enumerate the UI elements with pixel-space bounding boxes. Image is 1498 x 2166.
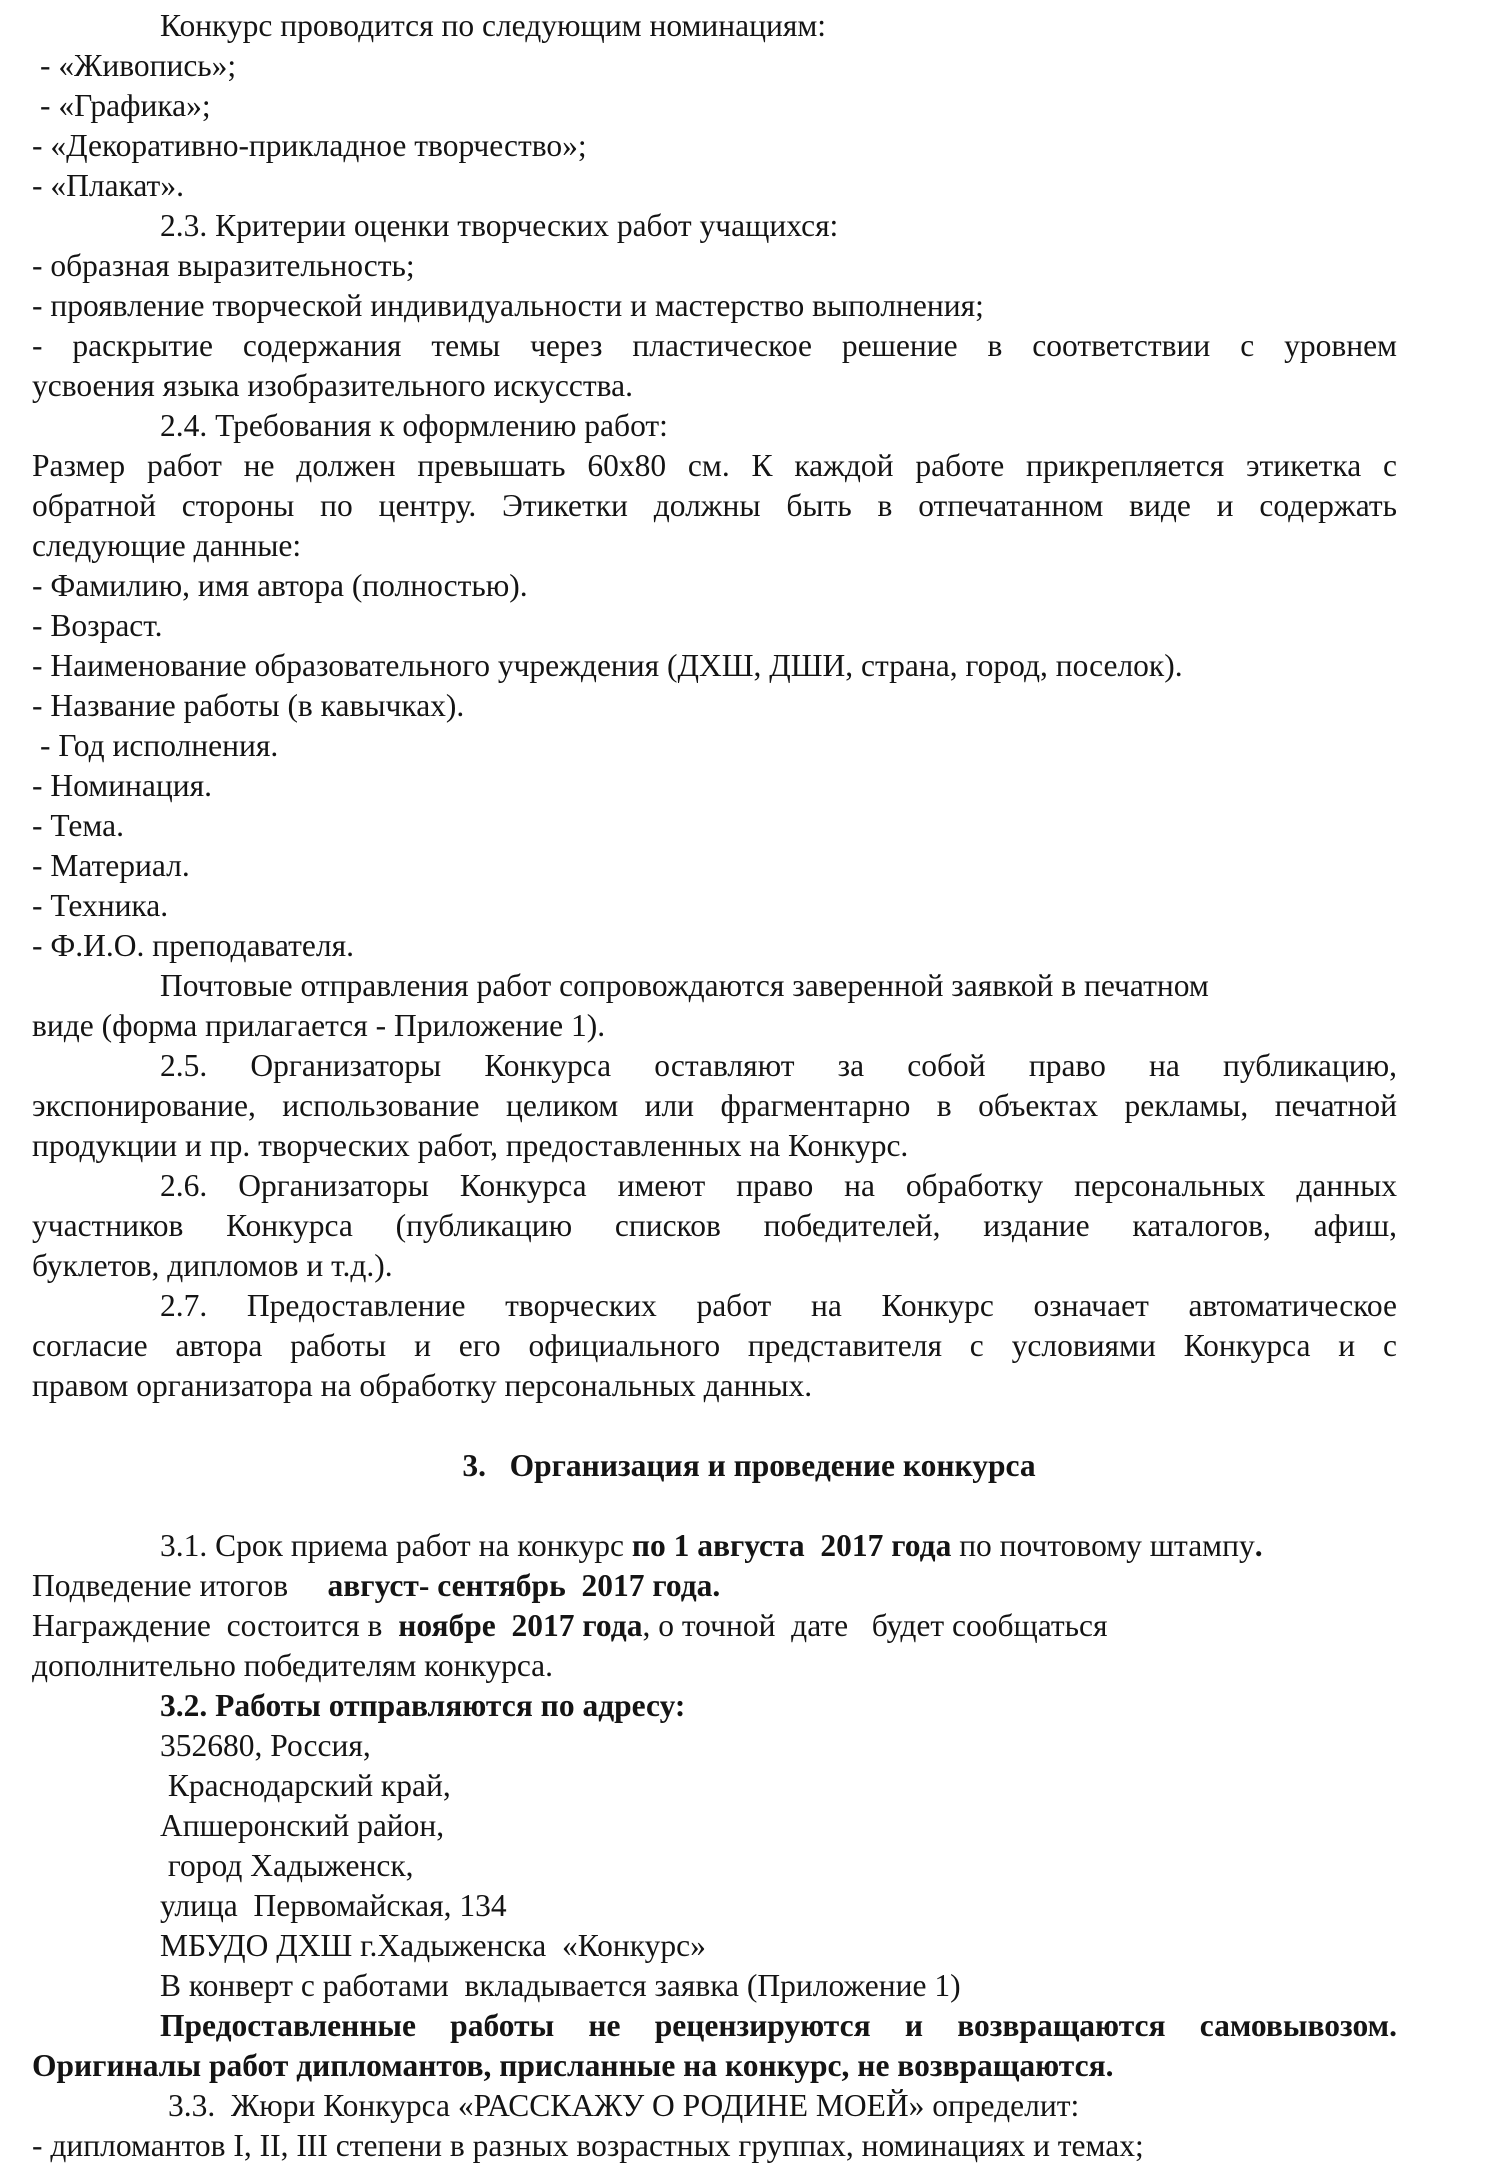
text-run: Подведение итогов: [32, 1568, 328, 1603]
section-2-4-text: следующие данные:: [32, 528, 302, 563]
postal-text: виде (форма прилагается - Приложение 1).: [32, 1008, 606, 1043]
section-3-1-text: [160, 1526, 1498, 1566]
results-period: август- сентябрь 2017 года.: [327, 1568, 721, 1603]
section-3-3-item: - дипломантов I, II, III степени в разных возрастных группах, номинациях и темах;: [32, 2128, 1144, 2163]
section-3-3-text: 3.3. Жюри Конкурса «РАССКАЖУ О РОДИНЕ МОЕЙ» определит:: [168, 2088, 1080, 2123]
nomination-item: - «Живопись»;: [40, 48, 237, 83]
notice-text: Предоставленные работы не рецензируются и возвращаются самовывозом.: [160, 2008, 1397, 2043]
nomination-item: - «Плакат».: [32, 168, 184, 203]
address-line: В конверт с работами вкладывается заявка (Приложение 1): [160, 1968, 961, 2003]
label-item: - Наименование образовательного учреждения (ДХШ, ДШИ, страна, город, поселок).: [32, 648, 1183, 683]
section-2-6-text: 2.6. Организаторы Конкурса имеют право на обработку персональных данных: [160, 1168, 1397, 1203]
label-item: - Материал.: [32, 848, 190, 883]
address-line: Краснодарский край,: [160, 1768, 451, 1803]
criteria-item: - проявление творческой индивидуальности и мастерство выполнения;: [32, 288, 984, 323]
section-2-7-text: согласие автора работы и его официального представителя с условиями Конкурса и с: [32, 1328, 1397, 1363]
address-line: улица Первомайская, 134: [160, 1888, 507, 1923]
criteria-item: - раскрытие содержания темы через пластическое решение в соответствии с уровнем: [32, 328, 1397, 363]
section-2-4-text: Размер работ не должен превышать 60х80 см. К каждой работе прикрепляется этикетка с: [32, 448, 1397, 483]
address-line: МБУДО ДХШ г.Хадыженска «Конкурс»: [160, 1928, 706, 1963]
label-item: - Возраст.: [32, 608, 163, 643]
section-2-3-heading: 2.3. Критерии оценки творческих работ учащихся:: [160, 208, 839, 243]
nomination-item: - «Графика»;: [40, 88, 211, 123]
text-run: Награждение состоится в: [32, 1608, 399, 1643]
label-item: - Фамилию, имя автора (полностью).: [32, 568, 528, 603]
section-3-heading-text: 3. Организация и проведение конкурса: [462, 1448, 1036, 1483]
section-3-2-heading-text: 3.2. Работы отправляются по адресу:: [160, 1688, 686, 1723]
results-text: [32, 1566, 1397, 1606]
label-item: - Год исполнения.: [40, 728, 279, 763]
award-text: [32, 1606, 1397, 1646]
section-3-heading: [0, 1446, 1498, 1486]
section-2-5-text: продукции и пр. творческих работ, предоставленных на Конкурс.: [32, 1128, 909, 1163]
section-2-4-heading: 2.4. Требования к оформлению работ:: [160, 408, 668, 443]
text-run: .: [1254, 1528, 1263, 1563]
postal-text: Почтовые отправления работ сопровождаются заверенной заявкой в печатном: [160, 968, 1209, 1003]
section-2-6-text: буклетов, дипломов и т.д.).: [32, 1248, 393, 1283]
address-line: Апшеронский район,: [160, 1808, 445, 1843]
deadline-date: по 1 августа 2017 года: [631, 1528, 952, 1563]
section-2-7-text: правом организатора на обработку персональных данных.: [32, 1368, 813, 1403]
section-2-4-text: обратной стороны по центру. Этикетки должны быть в отпечатанном виде и содержать: [32, 488, 1397, 523]
address-line: 352680, Россия,: [160, 1728, 371, 1763]
section-2-6-text: участников Конкурса (публикацию списков победителей, издание каталогов, афиш,: [32, 1208, 1397, 1243]
award-date: ноябре 2017 года: [398, 1608, 643, 1643]
label-item: - Ф.И.О. преподавателя.: [32, 928, 354, 963]
label-item: - Техника.: [32, 888, 169, 923]
text-run: , о точной дате будет сообщаться: [642, 1608, 1108, 1643]
label-item: - Номинация.: [32, 768, 212, 803]
nomination-item: - «Декоративно-прикладное творчество»;: [32, 128, 587, 163]
section-2-7-text: 2.7. Предоставление творческих работ на Конкурс означает автоматическое: [160, 1288, 1397, 1323]
notice-text: Оригиналы работ дипломантов, присланные на конкурс, не возвращаются.: [32, 2048, 1114, 2083]
section-2-5-text: 2.5. Организаторы Конкурса оставляют за собой право на публикацию,: [160, 1048, 1397, 1083]
text-run: по почтовому штампу: [951, 1528, 1255, 1563]
address-line: город Хадыженск,: [160, 1848, 414, 1883]
label-item: - Название работы (в кавычках).: [32, 688, 465, 723]
text-run: 3.1. Срок приема работ на конкурс: [160, 1528, 632, 1563]
award-text-continuation: дополнительно победителям конкурса.: [32, 1648, 554, 1683]
section-3-2-heading: [160, 1686, 1498, 1726]
section-2-5-text: экспонирование, использование целиком или фрагментарно в объектах рекламы, печатной: [32, 1088, 1397, 1123]
criteria-item: - образная выразительность;: [32, 248, 415, 283]
label-item: - Тема.: [32, 808, 124, 843]
criteria-item-continuation: усвоения языка изобразительного искусства.: [32, 368, 633, 403]
nominations-intro: Конкурс проводится по следующим номинациям:: [160, 8, 827, 43]
